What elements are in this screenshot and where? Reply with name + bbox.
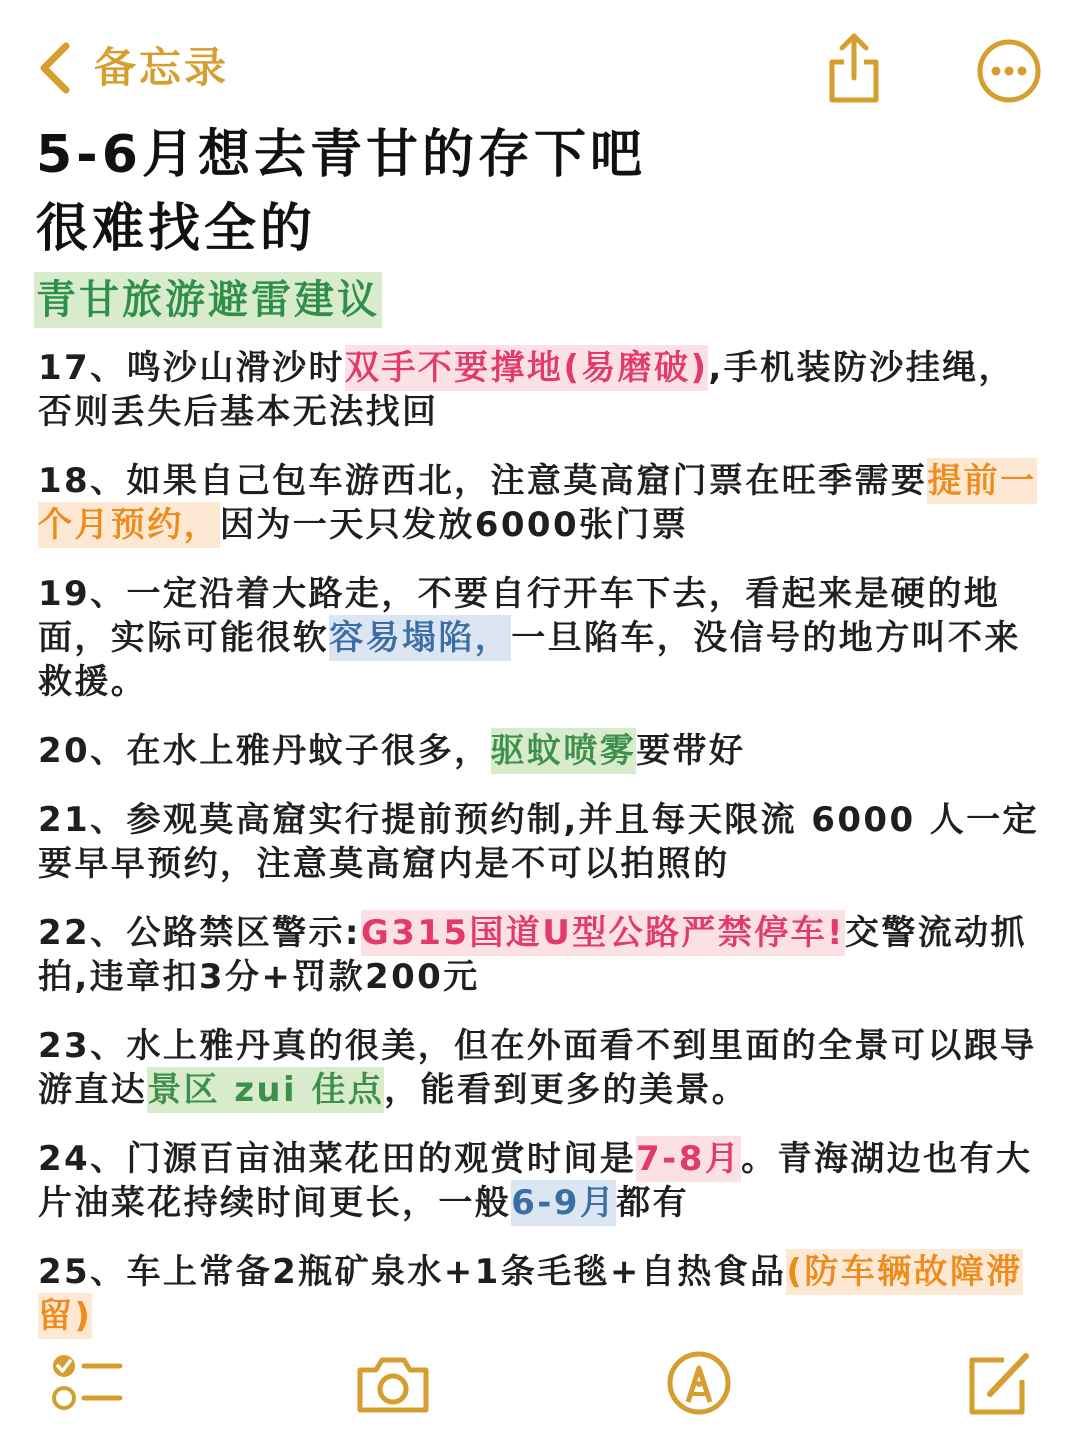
note-text: 23、水上雅丹真的很美，但在外面看不到里面的全景可以跟导游直达 — [38, 1026, 1037, 1110]
note-item — [38, 1137, 1048, 1225]
note-text: 22、公路禁区警示: — [38, 913, 361, 953]
compose-icon — [964, 1403, 1034, 1422]
note-item — [38, 459, 1048, 547]
note-text: 19、一定沿着大路走，不要自行开车下去，看起来是硬的地面，实际可能很软 — [38, 574, 1001, 658]
note-title-line-1: 5-6月想去青甘的存下吧 — [36, 125, 646, 185]
highlight-orange: 提前一个月预约， — [38, 458, 1037, 548]
note-text: 因为一天只发放6000张门票 — [220, 505, 689, 545]
checklist-button[interactable] — [50, 1350, 126, 1418]
note-item — [38, 1024, 1048, 1112]
highlight-blue: 6-9月 — [511, 1180, 616, 1226]
highlight-green: 景区 zui 佳点 — [147, 1067, 384, 1113]
note-text: 18、如果自己包车游西北，注意莫高窟门票在旺季需要 — [38, 461, 928, 501]
note-text: 。青海湖边也有大片油菜花持续时间更长，一般 — [38, 1139, 1033, 1223]
chevron-left-icon — [36, 38, 76, 98]
note-text: 要带好 — [636, 731, 746, 771]
ellipsis-circle-icon — [976, 89, 1042, 108]
note-text: 17、鸣沙山滑沙时 — [38, 348, 345, 388]
note-text: ，能看到更多的美景。 — [384, 1070, 749, 1110]
note-title-line-2: 很难找全的 — [36, 199, 317, 259]
note-item — [38, 911, 1048, 999]
camera-icon — [354, 1401, 432, 1420]
note-text: 25、车上常备2瓶矿泉水+1条毛毯+自热食品 — [38, 1252, 787, 1292]
highlight-pink: 7-8月 — [636, 1136, 741, 1182]
note-item — [38, 729, 1048, 773]
highlight-green: 驱蚊喷雾 — [491, 728, 637, 774]
highlight-orange: (防车辆故障滞留) — [38, 1249, 1023, 1339]
note-text: 24、门源百亩油菜花田的观赏时间是 — [38, 1139, 637, 1179]
note-title — [36, 118, 1046, 266]
note-item — [38, 572, 1048, 704]
bottom-toolbar — [0, 1340, 1080, 1439]
note-text: 都有 — [616, 1183, 690, 1223]
note-text: ,手机装防沙挂绳，否则丢失后基本无法找回 — [38, 348, 1015, 432]
share-button[interactable] — [826, 32, 882, 108]
note-item — [38, 346, 1048, 434]
checklist-icon — [50, 1399, 126, 1418]
markup-button[interactable] — [666, 1350, 732, 1420]
highlight-pink: G315国道U型公路严禁停车! — [361, 910, 845, 956]
note-body[interactable] — [38, 346, 1048, 1363]
highlight-pink: 双手不要撑地(易磨破) — [345, 345, 708, 391]
back-button[interactable] — [36, 38, 229, 98]
navigation-bar — [0, 0, 1080, 120]
note-text: 20、在水上雅丹蚊子很多， — [38, 731, 491, 771]
note-item — [38, 1250, 1048, 1338]
note-text: 一旦陷车，没信号的地方叫不来救援。 — [38, 618, 1021, 702]
note-subtitle: 青甘旅游避雷建议 — [34, 272, 382, 328]
camera-button[interactable] — [354, 1352, 432, 1420]
share-icon — [826, 89, 882, 108]
note-item — [38, 798, 1048, 886]
note-text: 21、参观莫高窟实行提前预约制,并且每天限流 6000 人一定要早早预约，注意莫高窟内是不可以拍照的 — [38, 800, 1039, 884]
highlight-blue: 容易塌陷， — [329, 615, 511, 661]
back-label: 备忘录 — [94, 43, 230, 92]
pen-tip-icon — [666, 1401, 732, 1420]
note-text: 交警流动抓拍,违章扣3分+罚款200元 — [38, 913, 1027, 997]
compose-button[interactable] — [964, 1348, 1034, 1422]
more-button[interactable] — [976, 38, 1042, 108]
